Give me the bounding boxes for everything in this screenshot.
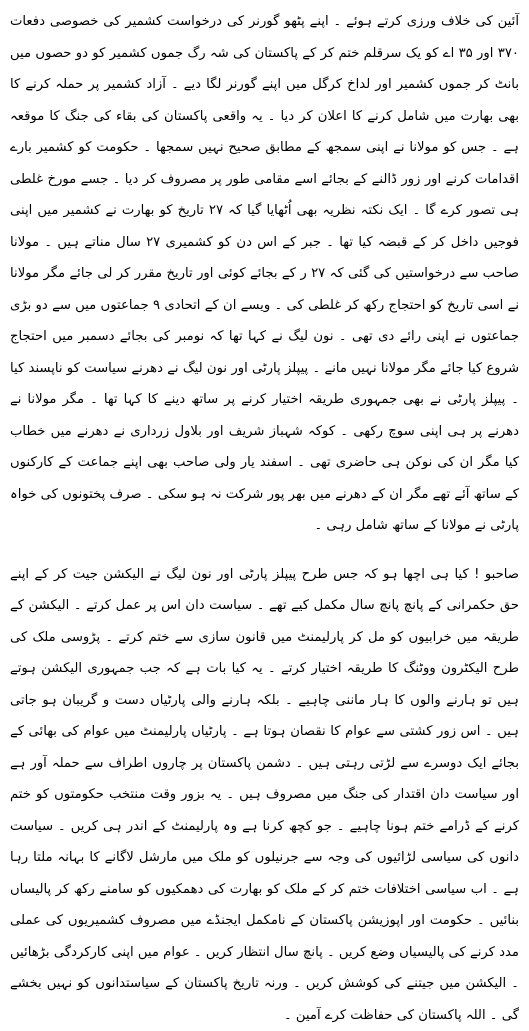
paragraph: آئین کی خلاف ورزی کرتے ہوئے ۔ اپنے پٹھو گورنر کی درخواست کشمیر کی خصوصی دفعات ۳۷۰ اور ۳۵ اے کو یک سرقلم ختم کر کے پاکستان کی شہ رگ جموں کشمیر کو دو حصوں میں بانٹ کر جموں کشمیر اور لداخ کرگل میں اپنے گورنر لگا دیے ۔ آزاد کشمیر پر حملہ کرنے کا بھی بھارت میں شامل کرنے کا اعلان کر دیا ۔ یہ واقعی پاکستان کی بقاء کی جنگ کا موقعہ ہے ۔ جس کو مولانا نے اپنی سمجھ کے مطابق صحیح نہیں سمجھا ۔ حکومت کو کشمیر بارے اقدامات کرنے اور زور ڈالنے کے بجائے اسے مقامی طور پر مصروف کر دیا ۔ جسے مورخ غلطی ہی تصور کرے گا ۔ ایک نکتہ نظریہ بھی اُٹھایا گیا کہ ۲۷ تاریخ کو بھارت نے کشمیر میں اپنی فوجیں داخل کر کے قبضہ کیا تھا ۔ جبر کے اس دن کو کشمیری ۲۷ سال مناتے ہیں ۔ مولانا صاحب سے درخواستیں کی گئی کہ ۲۷ ر کے بجائے کوئی اور تاریخ مقرر کر لی جائے مگر مولانا نے اسی تاریخ کو احتجاج رکھ کر غلطی کی ۔ ویسے ان کے اتحادی ۹ جماعتوں میں سے دو بڑی جماعتوں نے اپنی رائے دی تھی ۔ نون لیگ نے کہا تھا کہ نومبر کی بجائے دسمبر میں احتجاج شروع کیا جائے مگر مولانا نہیں مانے ۔ پیپلز پارٹی اور نون لیگ نے دھرنے سیاست کو ناپسند کیا ۔ پیپلز پارٹی نے بھی جمہوری طریقہ اختیار کرنے پر ساتھ دینے کا کہا تھا ۔ مگر مولانا نے دھرنے پر ہی اپنی سوچ رکھی ۔ کوکہ شہباز شریف اور بلاول زرداری نے دھرنے میں خطاب کیا مگر ان کی نوکن ہی حاضری تھی ۔ اسفند یار ولی صاحب بھی اپنے جماعت کے کارکنوں کے ساتھ آئے تھے مگر ان کے دھرنے میں بھر پور شرکت نہ ہو سکی ۔ صرف پختونوں کی خواہ پارٹی نے مولانا کے ساتھ شامل رہی ۔ <box>10 6 519 542</box>
paragraph: صاحبو ! کیا ہی اچھا ہو کہ جس طرح پیپلز پارٹی اور نون لیگ نے الیکشن جیت کر کے اپنے حق حکمرانی کے پانچ پانچ سال مکمل کیے تھے ۔ سیاست دان اس پر عمل کرتے ۔ الیکشن کے طریقہ میں خرابیوں کو مل کر پارلیمنٹ میں قانون سازی سے ختم کرتے ۔ پڑوسی ملک کی طرح الیکٹرون ووٹنگ کا طریقہ اختیار کرتے ۔ یہ کیا بات ہے کہ جب جمہوری الیکشن ہوتے ہیں تو ہارنے والوں کا ہار ماننی چاہیے ۔ بلکہ ہارنے والی پارٹیاں دست و گریبان ہو جاتی ہیں ۔ اس زور کشتی سے عوام کا نقصان ہوتا ہے ۔ پارٹیاں پارلیمنٹ میں عوام کی بھائی کے بجائے ایک دوسرے سے لڑتی رہتی ہیں ۔ دشمن پاکستان پر چاروں اطراف سے حملہ آور ہے اور سیاست دان اقتدار کی جنگ میں مصروف ہیں ۔ یہ بزور وقت منتخب حکومتوں کو ختم کرنے کے ڈرامے ختم ہونا چاہیے ۔ جو کچھ کرنا ہے وہ پارلیمنٹ کے اندر ہی کریں ۔ سیاست دانوں کی سیاسی لڑائیوں کی وجہ سے جرنیلوں کو ملک میں مارشل لاگانے کا بہانہ ملتا رہا ہے ۔ اب سیاسی اختلافات ختم کر کے ملک کو بھارت کی دھمکیوں کو سامنے رکھ کر پالیساں بنائیں ۔ حکومت اور اپوزیشن پاکستان کے نامکمل ایجنڈے میں مصروف کشمیریوں کی عملی مدد کرنے کی پالیسیاں وضع کریں ۔ پانچ سال انتظار کریں ۔ عوام میں اپنی کارکردگی بڑھائیں ۔ الیکشن میں جیتنے کی کوشش کریں ۔ ورنہ تاریخ پاکستان کے سیاستدانوں کو نہیں بخشے گی ۔ اللہ پاکستان کی حفاظت کرے آمین ۔ <box>10 559 519 1031</box>
